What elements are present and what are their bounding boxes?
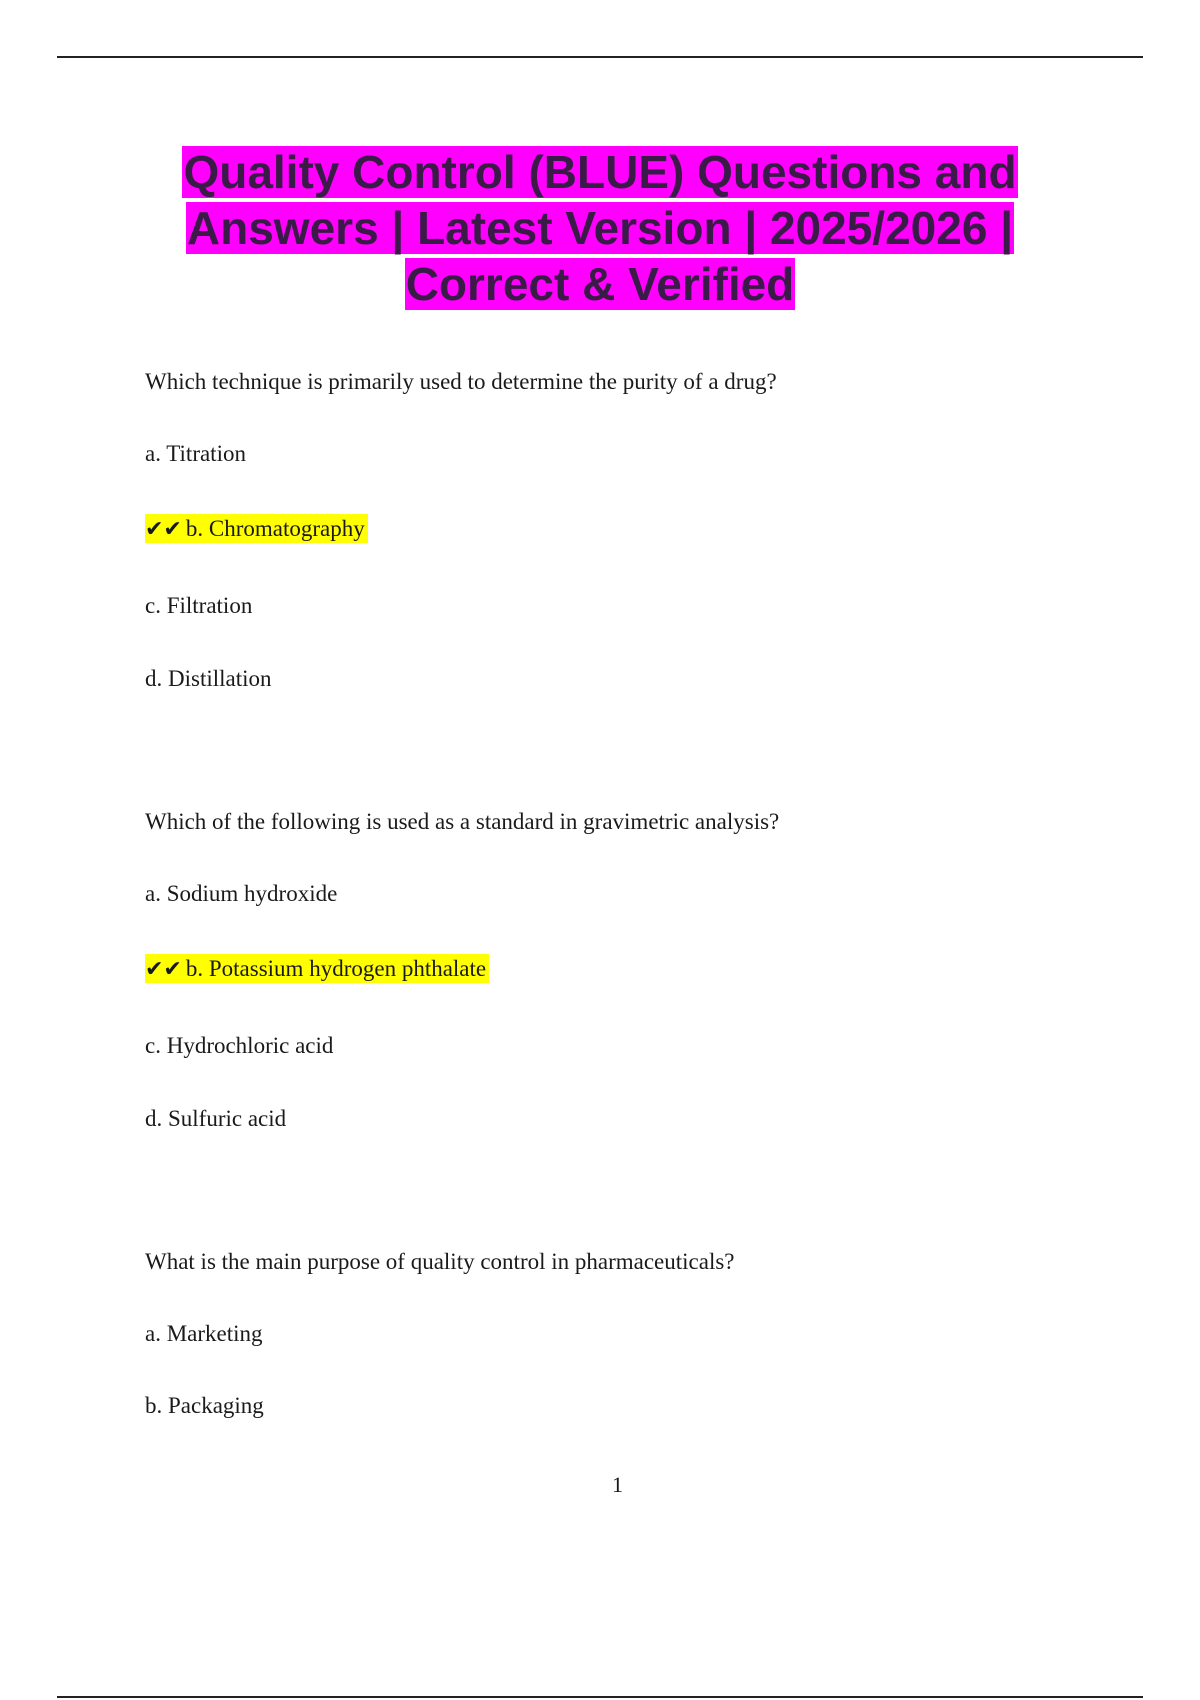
option-label: b. Chromatography <box>185 516 365 541</box>
question-2-option-d: d. Sulfuric acid <box>145 1106 287 1131</box>
question-3-option-a: a. Marketing <box>145 1321 263 1346</box>
answer-highlight <box>145 954 489 983</box>
question-2-text: Which of the following is used as a standard in gravimetric analysis? <box>145 809 780 834</box>
page-number: 1 <box>612 1472 623 1497</box>
question-1-text: Which technique is primarily used to determine the purity of a drug? <box>145 369 777 394</box>
question-1-option-c: c. Filtration <box>145 593 253 618</box>
question-3-option-b: b. Packaging <box>145 1393 264 1418</box>
question-1-option-b-correct <box>145 515 368 544</box>
bottom-rule <box>57 1696 1143 1698</box>
title-line-2: Answers | Latest Version | 2025/2026 | <box>186 202 1014 254</box>
title-line-3: Correct & Verified <box>405 258 795 310</box>
question-1-option-d: d. Distillation <box>145 666 272 691</box>
answer-highlight <box>145 514 368 543</box>
document-title <box>100 144 1100 312</box>
title-line-1: Quality Control (BLUE) Questions and <box>183 146 1017 198</box>
option-label: b. Potassium hydrogen phthalate <box>185 956 487 981</box>
double-check-icon: ✔✔ <box>145 957 182 982</box>
double-check-icon: ✔✔ <box>145 517 182 542</box>
question-1-option-a: a. Titration <box>145 441 246 466</box>
question-2-option-c: c. Hydrochloric acid <box>145 1033 334 1058</box>
question-2-option-a: a. Sodium hydroxide <box>145 881 338 906</box>
question-2-option-b-correct <box>145 955 489 984</box>
question-3-text: What is the main purpose of quality control in pharmaceuticals? <box>145 1249 735 1274</box>
top-rule <box>57 56 1143 58</box>
